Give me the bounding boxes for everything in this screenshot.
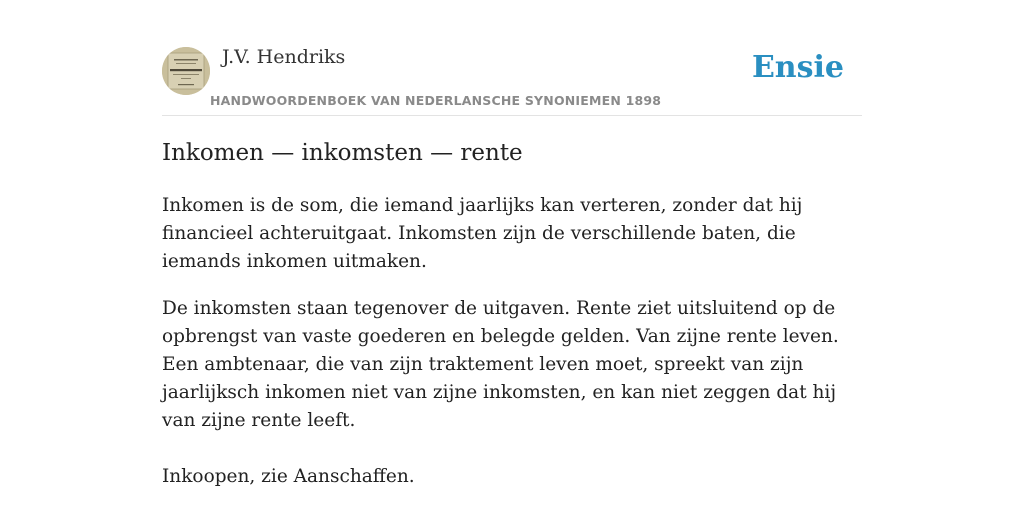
entry-card — [162, 0, 862, 512]
definition-paragraph: Inkomen is de som, die iemand jaarlijks kan verteren, zonder dat hij financieel achteruitgaat. Inkomsten zijn de verschillende baten, die iemands inkomen uitmaken. — [162, 195, 803, 272]
book-cover-image — [162, 47, 210, 95]
ensie-logo[interactable]: Ensie — [751, 50, 844, 85]
author-name[interactable]: J.V. Hendriks — [222, 46, 346, 68]
definition-paragraph: De inkomsten staan tegenover de uitgaven. Rente ziet uitsluitend op de opbrengst van vaste goederen en belegde gelden. Van zijne rente leven. Een ambtenaar, die van zijn traktement leven moet, spreekt van zijn jaarlijksch inkomen niet van zijne inkomsten, en kan niet zeggen dat hij van zijne rente leeft. — [162, 298, 839, 431]
source-title[interactable]: HANDWOORDENBOEK VAN NEDERLANSCHE SYNONIEMEN 1898 — [210, 93, 662, 108]
entry-header — [162, 0, 862, 116]
see-also-reference: Inkoopen, zie Aanschaffen. — [162, 466, 415, 487]
entry-title: Inkomen — inkomsten — rente — [162, 140, 523, 166]
book-cover-icon[interactable] — [162, 47, 210, 95]
